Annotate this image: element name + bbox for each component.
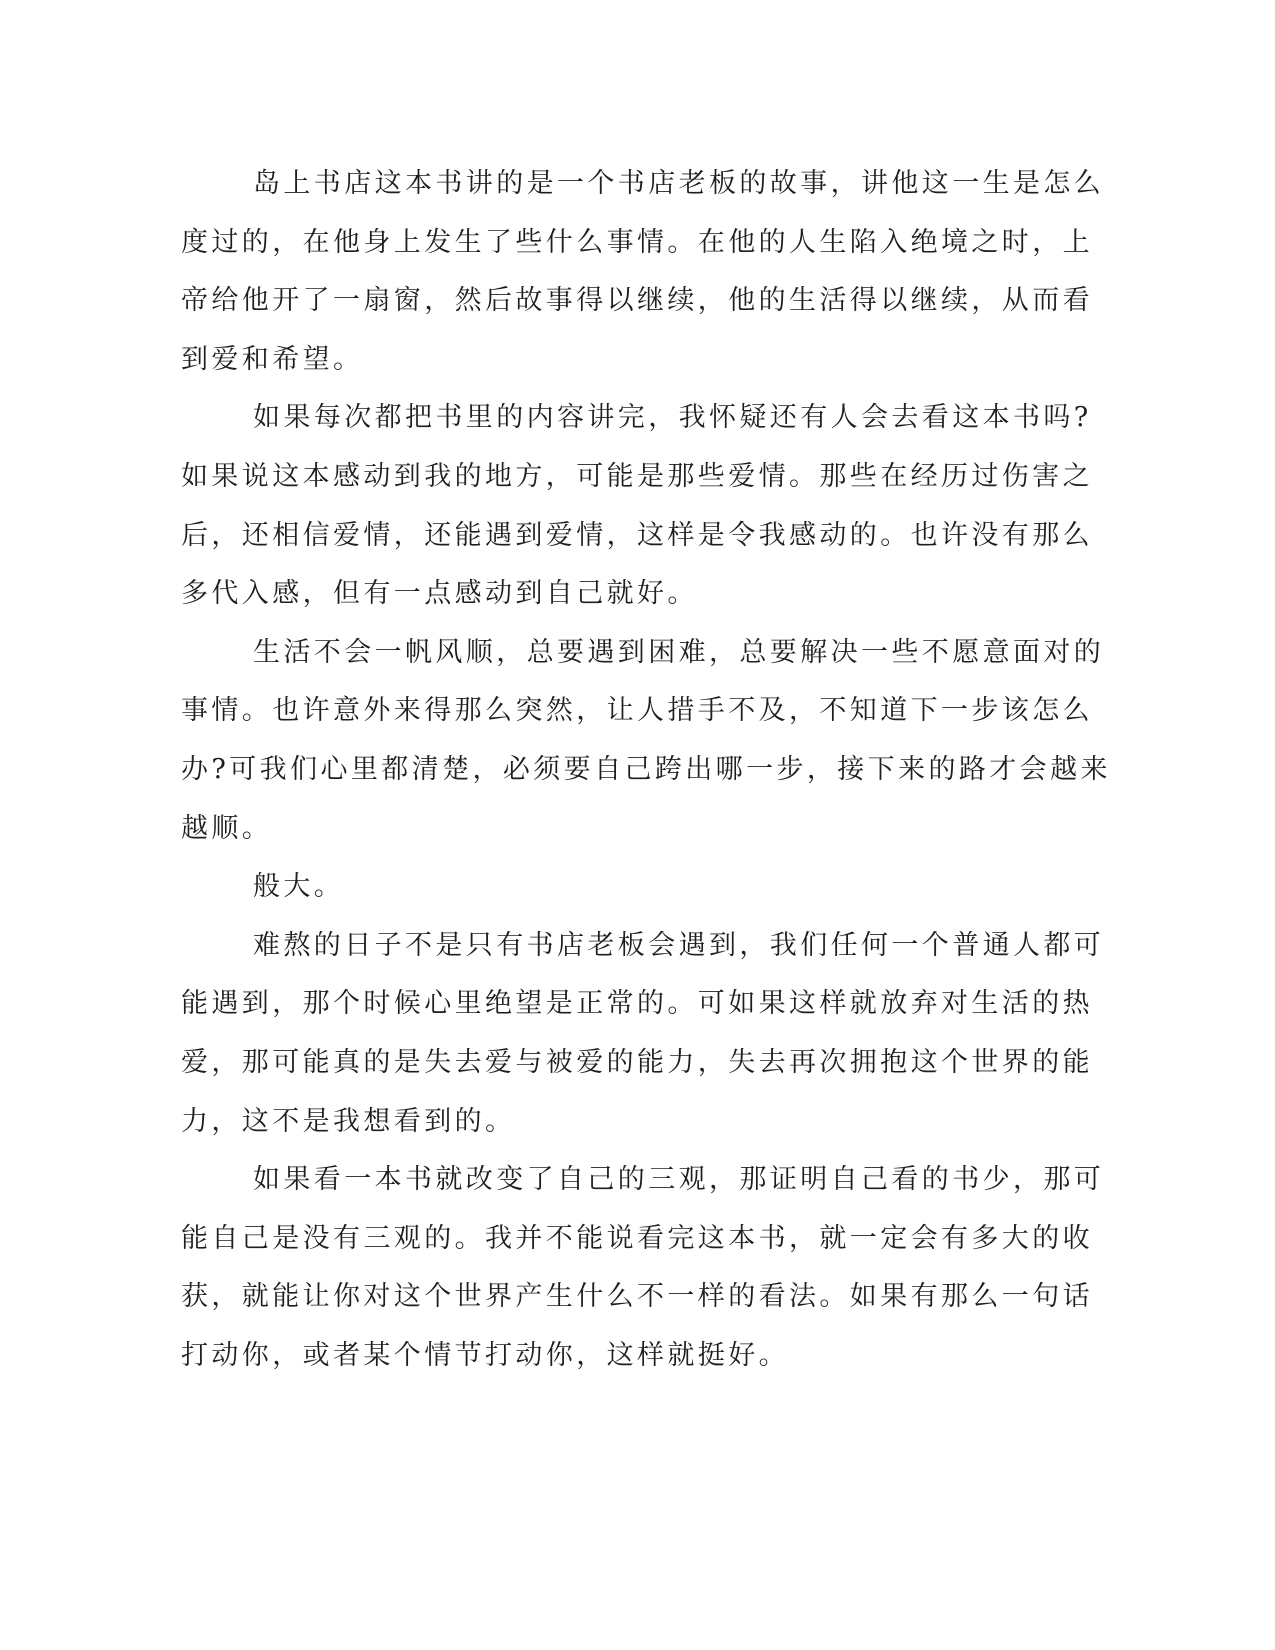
paragraph-line: 岛上书店这本书讲的是一个书店老板的故事，讲他这一生是怎么 [253, 168, 1105, 199]
paragraph-6 [181, 1151, 1105, 1385]
paragraph-line: 度过的，在他身上发生了些什么事情。在他的人生陷入绝境之时，上 [181, 226, 1093, 258]
paragraph-line: 帝给他开了一扇窗，然后故事得以继续，他的生活得以继续，从而看 [181, 285, 1093, 317]
paragraph-5 [181, 917, 1105, 1151]
document-body [181, 155, 1111, 1385]
paragraph-line: 获，就能让你对这个世界产生什么不一样的看法。如果有那么一句话 [181, 1281, 1093, 1313]
paragraph-line: 多代入感，但有一点感动到自己就好。 [181, 578, 698, 610]
paragraph-line: 办?可我们心里都清楚，必须要自己跨出哪一步，接下来的路才会越来 [181, 753, 1111, 785]
paragraph-line: 般大。 [253, 871, 345, 903]
paragraph-line: 后，还相信爱情，还能遇到爱情，这样是令我感动的。也许没有那么 [181, 519, 1093, 551]
paragraph-3 [181, 624, 1111, 858]
paragraph-line: 打动你，或者某个情节打动你，这样就挺好。 [181, 1339, 789, 1371]
paragraph-line: 如果每次都把书里的内容讲完，我怀疑还有人会去看这本书吗? [253, 402, 1092, 434]
paragraph-2 [181, 389, 1093, 623]
paragraph-line: 如果看一本书就改变了自己的三观，那证明自己看的书少，那可 [253, 1164, 1105, 1196]
paragraph-line: 事情。也许意外来得那么突然，让人措手不及，不知道下一步该怎么 [181, 695, 1093, 727]
paragraph-line: 能遇到，那个时候心里绝望是正常的。可如果这样就放弃对生活的热 [181, 988, 1093, 1020]
paragraph-line: 能自己是没有三观的。我并不能说看完这本书，就一定会有多大的收 [181, 1222, 1093, 1254]
paragraph-4 [181, 858, 1027, 917]
paragraph-line: 力，这不是我想看到的。 [181, 1105, 516, 1137]
paragraph-line: 到爱和希望。 [181, 343, 364, 375]
paragraph-line: 爱，那可能真的是失去爱与被爱的能力，失去再次拥抱这个世界的能 [181, 1046, 1093, 1078]
paragraph-line: 越顺。 [181, 812, 273, 844]
paragraph-line: 难熬的日子不是只有书店老板会遇到，我们任何一个普通人都可 [253, 929, 1105, 961]
paragraph-1 [181, 155, 1105, 389]
paragraph-line: 如果说这本感动到我的地方，可能是那些爱情。那些在经历过伤害之 [181, 460, 1093, 492]
paragraph-line: 生活不会一帆风顺，总要遇到困难，总要解决一些不愿意面对的 [253, 636, 1105, 668]
